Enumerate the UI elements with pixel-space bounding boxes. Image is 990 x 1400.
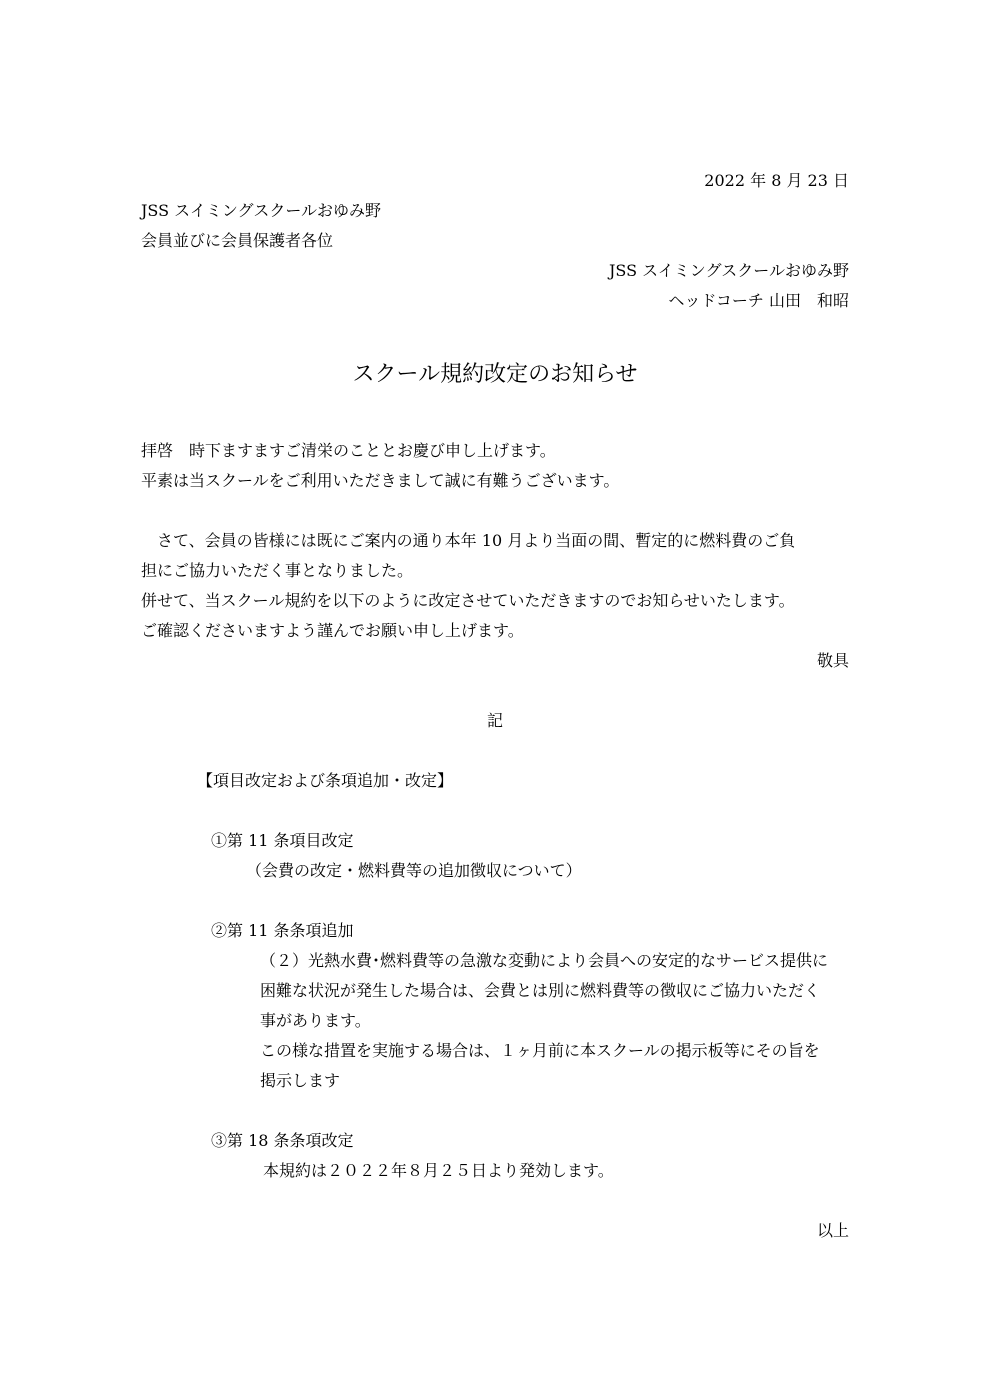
end-ijou: 以上 [816,1221,849,1240]
greeting-line-1: 拝啓 時下ますますご清栄のこととお慶び申し上げます。 [141,441,556,460]
ki-heading: 記 [486,711,503,730]
item-line: 本規約は２０２２年８月２５日より発効します。 [263,1161,614,1180]
body-line-4: ご確認くださいますよう謹んでお願い申し上げます。 [141,621,524,640]
item-line: この様な措置を実施する場合は、１ヶ月前に本スクールの掲示板等にその旨を [260,1041,820,1060]
recipient-line-1: JSS スイミングスクールおゆみ野 [141,201,382,220]
item-line: （会費の改定・燃料費等の追加徴収について） [246,861,582,880]
item-line: 困難な状況が発生した場合は、会費とは別に燃料費等の徴収にご協力いただく [260,981,821,1000]
sender-line-1: JSS スイミングスクールおゆみ野 [608,261,849,280]
closing-keigu: 敬具 [816,651,849,670]
document-title: スクール規約改定のお知らせ [352,362,638,387]
body-line-3: 併せて、当スクール規約を以下のように改定させていただきますのでお知らせいたします。 [141,591,795,610]
item-line: （２）光熱水費･燃料費等の急激な変動により会員への安定的なサービス提供に [260,951,829,970]
item-line: 掲示します [260,1071,341,1090]
recipient-line-2: 会員並びに会員保護者各位 [141,231,334,250]
item-heading: ③第 18 条条項改定 [211,1131,354,1150]
item-heading: ①第 11 条項目改定 [211,831,354,850]
item-heading: ②第 11 条条項追加 [211,921,354,940]
section-heading: 【項目改定および条項追加・改定】 [197,771,454,790]
sender-line-2: ヘッドコーチ 山田 和昭 [668,291,849,310]
body-line-1: さて、会員の皆様には既にご案内の通り本年 10 月より当面の間、暫定的に燃料費のご負 [141,531,796,550]
greeting-line-2: 平素は当スクールをご利用いただきまして誠に有難うございます。 [141,471,620,490]
document-date: 2022 年 8 月 23 日 [704,171,849,190]
body-line-2: 担にご協力いただく事となりました。 [141,561,414,580]
item-line: 事があります。 [260,1011,371,1030]
